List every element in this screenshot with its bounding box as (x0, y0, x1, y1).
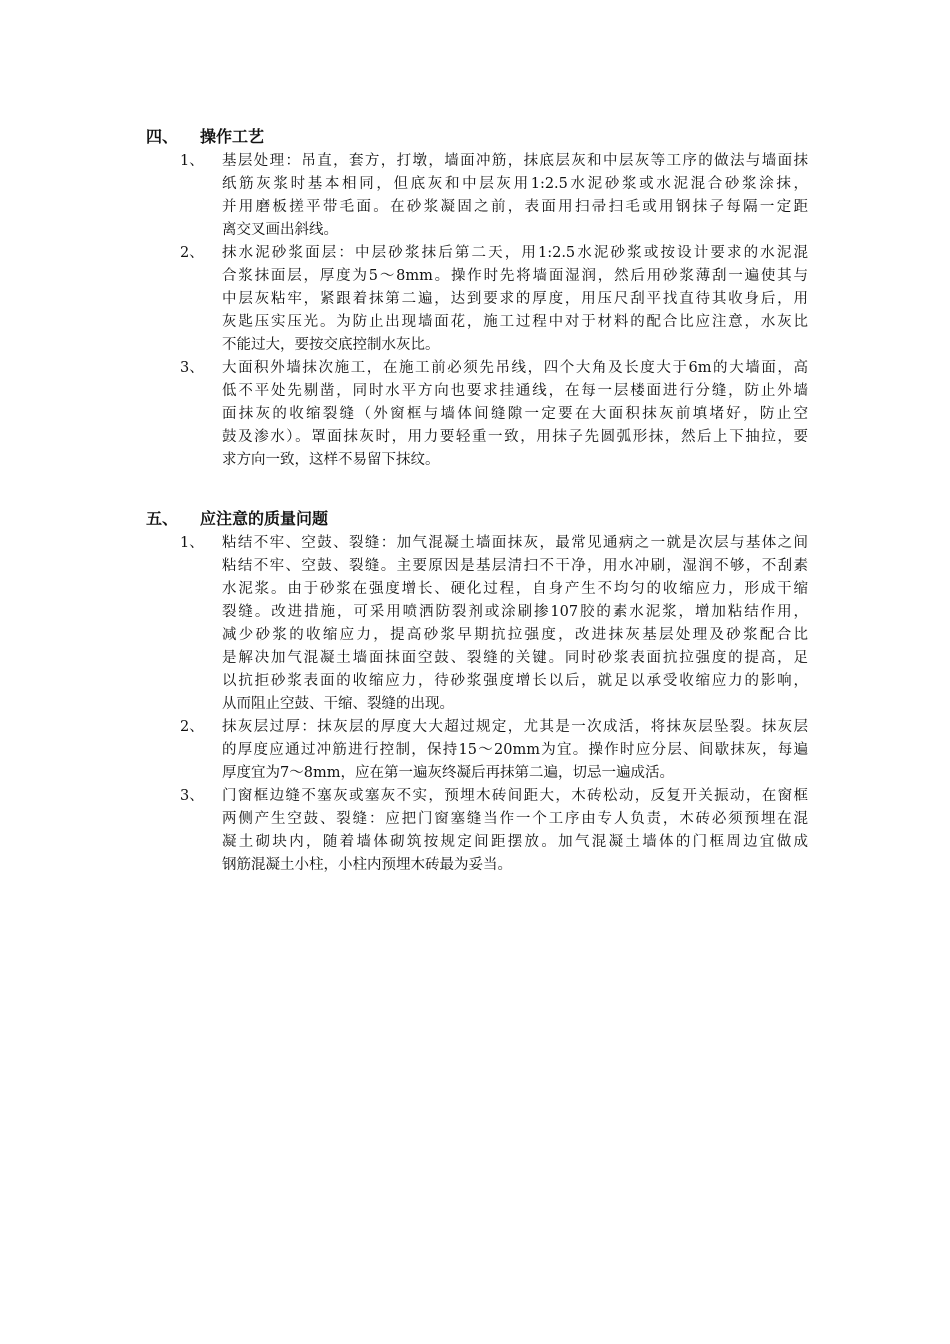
text-line: 面抹灰的收缩裂缝（外窗框与墙体间缝隙一定要在大面积抹灰前填堵好，防止空 (222, 406, 808, 422)
list-item (180, 242, 808, 357)
section-heading (146, 506, 826, 532)
section-heading (146, 124, 826, 150)
text-line: 两侧产生空鼓、裂缝：应把门窗塞缝当作一个工序由专人负责，木砖必须预埋在混 (222, 811, 808, 827)
text-line: 抹灰层过厚：抹灰层的厚度大大超过规定，尤其是一次成活，将抹灰层坠裂。抹灰层 (222, 719, 808, 735)
text-line: 以抗拒砂浆表面的收缩应力，待砂浆强度增长以后，就足以承受收缩应力的影响， (222, 673, 808, 689)
list-item (180, 357, 808, 472)
list-item (180, 716, 808, 785)
item-number: 2、 (180, 245, 204, 261)
text-line: 是解决加气混凝土墙面抹面空鼓、裂缝的关键。同时砂浆表面抗拉强度的提高，足 (222, 650, 808, 666)
text-line: 不能过大，要按交底控制水灰比。 (222, 337, 440, 353)
text-line: 门窗框边缝不塞灰或塞灰不实，预埋木砖间距大，木砖松动，反复开关振动，在窗框 (222, 788, 808, 804)
text-line: 求方向一致，这样不易留下抹纹。 (222, 452, 440, 468)
section-number: 五、 (146, 509, 179, 528)
text-line: 裂缝。改进措施，可采用喷洒防裂剂或涂刷掺107胶的素水泥浆，增加粘结作用， (222, 604, 808, 620)
item-number: 3、 (180, 360, 204, 376)
text-line: 灰匙压实压光。为防止出现墙面花，施工过程中对于材料的配合比应注意，水灰比 (222, 314, 808, 330)
section-number: 四、 (146, 127, 179, 146)
text-line: 鼓及渗水）。罩面抹灰时，用力要轻重一致，用抹子先圆弧形抹，然后上下抽拉，要 (222, 429, 808, 445)
text-line: 水泥浆。由于砂浆在强度增长、硬化过程，自身产生不均匀的收缩应力，形成干缩 (222, 581, 808, 597)
item-number: 3、 (180, 788, 204, 804)
text-line: 并用磨板搓平带毛面。在砂浆凝固之前，表面用扫帚扫毛或用钢抹子每隔一定距 (222, 199, 808, 215)
text-line: 合浆抹面层，厚度为5～8mm。操作时先将墙面湿润，然后用砂浆薄刮一遍使其与 (222, 268, 808, 284)
section-operation-process (146, 124, 826, 472)
text-line: 厚度宜为7～8mm，应在第一遍灰终凝后再抹第二遍，切忌一遍成活。 (222, 765, 674, 781)
text-line: 钢筋混凝土小柱，小柱内预埋木砖最为妥当。 (222, 857, 512, 873)
text-line: 的厚度应通过冲筋进行控制，保持15～20mm为宜。操作时应分层、间歇抹灰，每遍 (222, 742, 808, 758)
text-line: 中层灰粘牢，紧跟着抹第二遍，达到要求的厚度，用压尺刮平找直待其收身后，用 (222, 291, 808, 307)
section-quality-issues (146, 506, 826, 877)
list-item (180, 150, 808, 242)
text-line: 抹水泥砂浆面层：中层砂浆抹后第二天，用1:2.5水泥砂浆或按设计要求的水泥混 (222, 245, 808, 261)
item-number: 2、 (180, 719, 204, 735)
text-line: 从而阻止空鼓、干缩、裂缝的出现。 (222, 696, 454, 712)
text-line: 粘结不牢、空鼓、裂缝。主要原因是基层清扫不干净，用水冲刷，湿润不够，不刮素 (222, 558, 808, 574)
item-number: 1、 (180, 535, 204, 551)
list-item (180, 532, 808, 716)
text-line: 离交叉画出斜线。 (222, 222, 338, 238)
list-item (180, 785, 808, 877)
text-line: 基层处理：吊直，套方，打墩，墙面冲筋，抹底层灰和中层灰等工序的做法与墙面抹 (222, 153, 808, 169)
text-line: 低不平处先剔凿，同时水平方向也要求挂通线，在每一层楼面进行分缝，防止外墙 (222, 383, 808, 399)
section-title: 操作工艺 (200, 127, 265, 146)
text-line: 大面积外墙抹次施工，在施工前必须先吊线，四个大角及长度大于6m的大墙面，高 (222, 360, 808, 376)
text-line: 纸筋灰浆时基本相同，但底灰和中层灰用1:2.5水泥砂浆或水泥混合砂浆涂抹， (222, 176, 808, 192)
text-line: 粘结不牢、空鼓、裂缝：加气混凝土墙面抹灰，最常见通病之一就是次层与基体之间 (222, 535, 808, 551)
item-number: 1、 (180, 153, 204, 169)
section-title: 应注意的质量问题 (200, 509, 329, 528)
text-line: 凝土砌块内，随着墙体砌筑按规定间距摆放。加气混凝土墙体的门框周边宜做成 (222, 834, 808, 850)
text-line: 减少砂浆的收缩应力，提高砂浆早期抗拉强度，改进抹灰基层处理及砂浆配合比 (222, 627, 808, 643)
